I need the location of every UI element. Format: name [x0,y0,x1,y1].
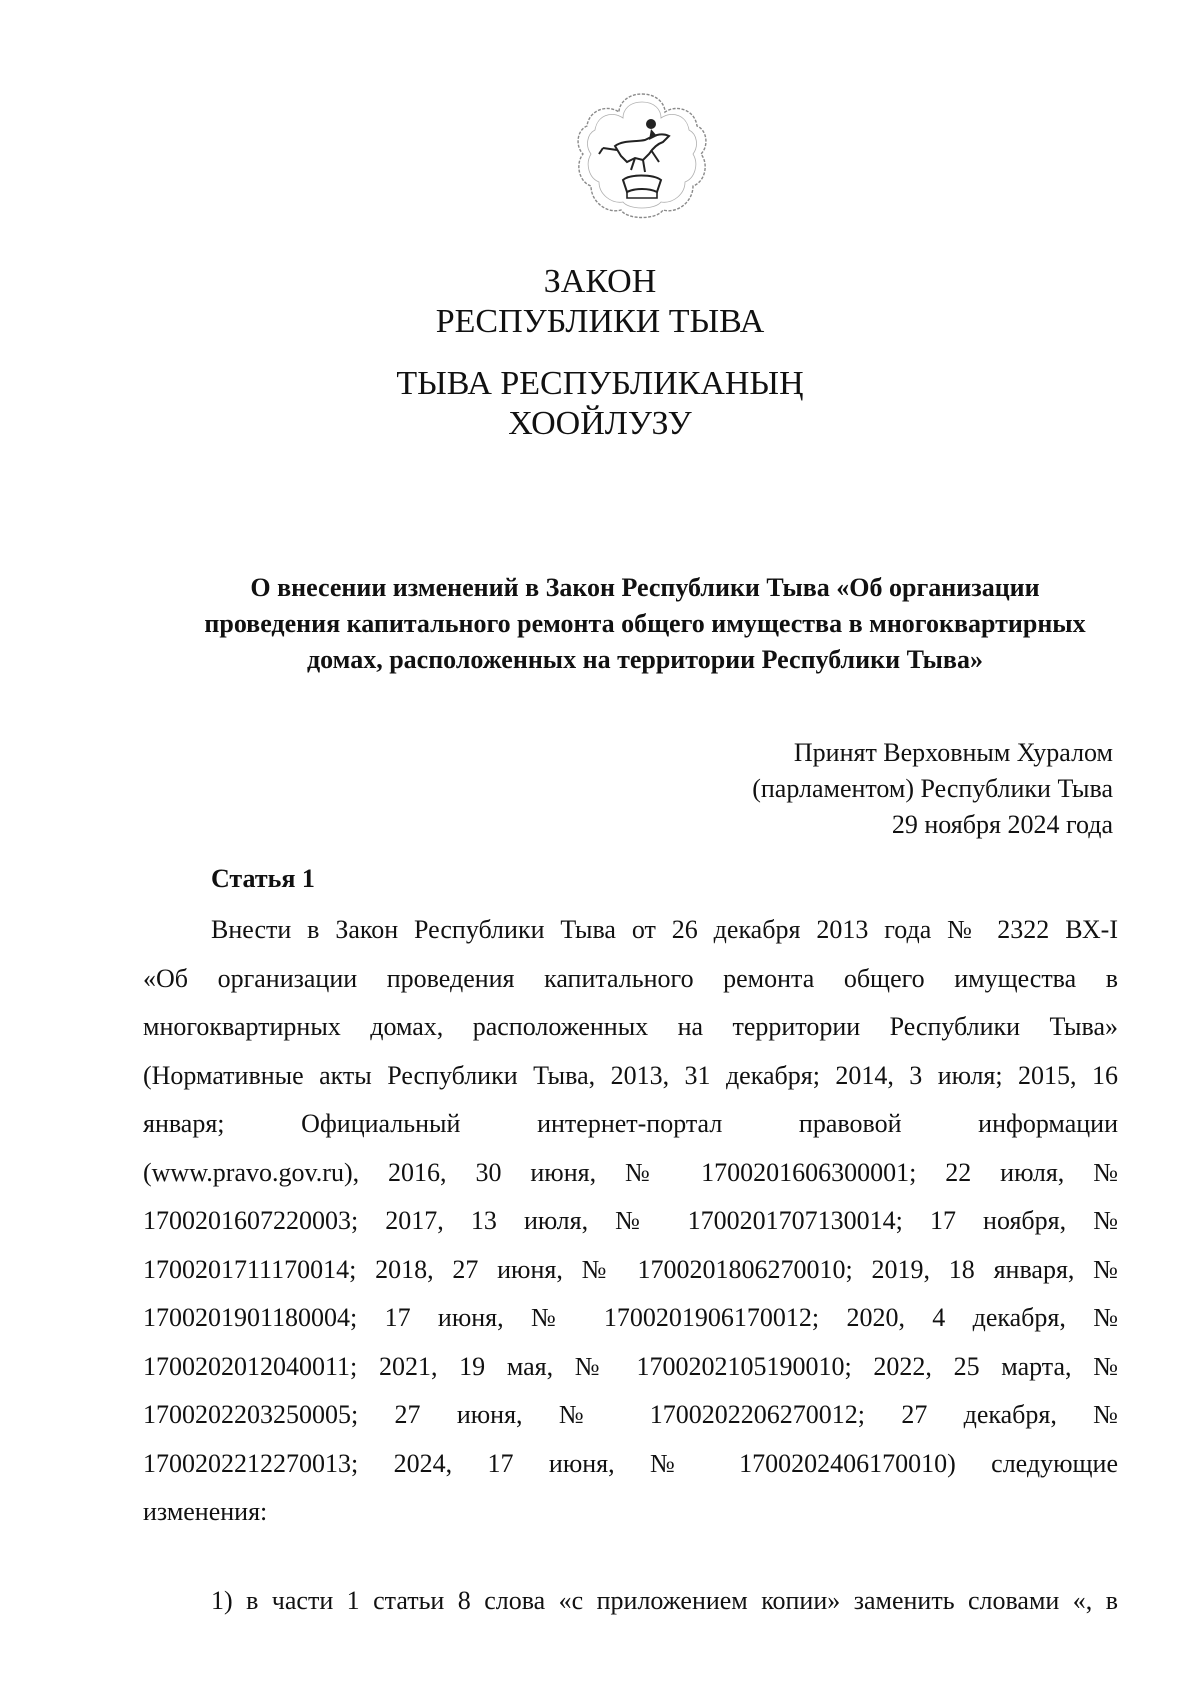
law-title-line: ТЫВА РЕСПУБЛИКАНЫҢ [396,365,804,402]
article-line: (Нормативные акты Республики Тыва, 2013, 31 декабря; 2014, 3 июля; 2015, 16 [143,1060,1118,1090]
law-title-line: ЗАКОН [543,263,657,300]
article-line: Внести в Закон Республики Тыва от 26 декабря 2013 года № 2322 ВХ-I [211,915,1118,944]
law-title-russian [0,262,1200,342]
article-line: (www.pravo.gov.ru), 2016, 30 июня, № 1700201606300001; 22 июля, № [143,1157,1118,1187]
adoption-note [752,735,1113,843]
article-line: многоквартирных домах, расположенных на территории Республики Тыва» [143,1012,1118,1041]
heading-line: проведения капитального ремонта общего имущества в многоквартирных [204,609,1086,638]
law-heading [160,570,1130,678]
amendment-item-1: 1) в части 1 статьи 8 слова «с приложением копии» заменить словами «, в [211,1586,1118,1615]
article-line: января; Официальный интернет-портал правовой информации [143,1109,1118,1138]
article-line: «Об организации проведения капитального ремонта общего имущества в [143,963,1118,993]
article-line: 1700201901180004; 17 июня, № 1700201906170012; 2020, 4 декабря, № [143,1303,1118,1332]
article-line: 1700201711170014; 2018, 27 июня, № 1700201806270010; 2019, 18 января, № [143,1254,1118,1284]
heading-line: домах, расположенных на территории Республики Тыва» [307,645,983,674]
article-title: Статья 1 [211,864,315,893]
law-title-tuvan [0,364,1200,444]
law-title-line: РЕСПУБЛИКИ ТЫВА [435,303,765,340]
adoption-date: 29 ноября 2024 года [891,810,1113,839]
article-body [143,906,1118,1537]
article-line: изменения: [143,1497,268,1526]
adoption-line: (парламентом) Республики Тыва [752,774,1113,803]
law-title-line: ХООЙЛУЗУ [508,405,692,442]
adoption-line: Принят Верховным Хуралом [793,738,1113,767]
article-line: 1700201607220003; 2017, 13 июля, № 1700201707130014; 17 ноября, № [143,1206,1118,1235]
article-line: 1700202203250005; 27 июня, № 1700202206270012; 27 декабря, № [143,1400,1118,1429]
heading-line: О внесении изменений в Закон Республики Тыва «Об организации [250,573,1040,602]
coat-of-arms-icon [573,88,711,226]
article-line: 1700202012040011; 2021, 19 мая, № 1700202105190010; 2022, 25 марта, № [143,1351,1118,1381]
article-line: 1700202212270013; 2024, 17 июня, № 1700202406170010) следующие [143,1448,1118,1478]
